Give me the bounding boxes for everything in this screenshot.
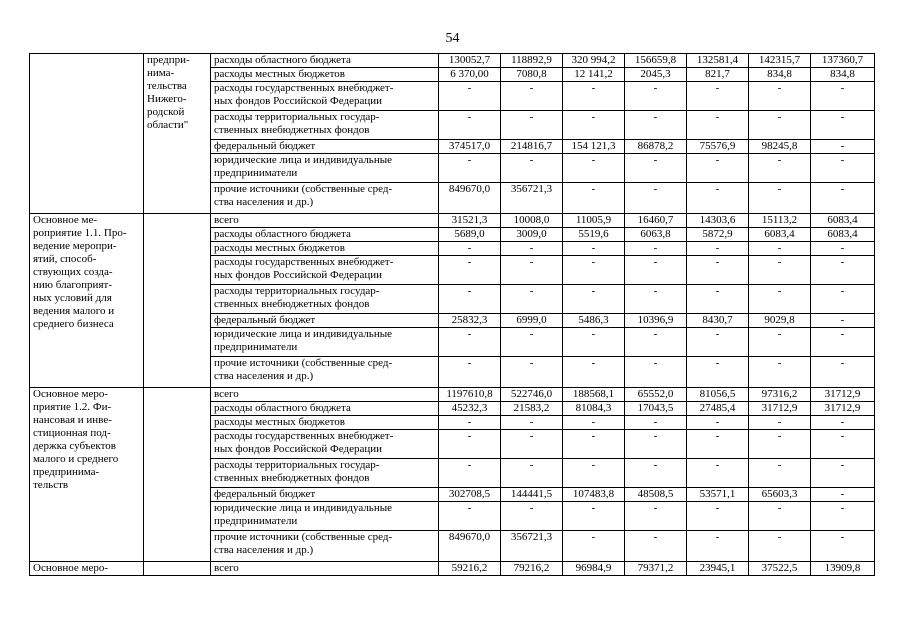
- activity-name-cell: [30, 54, 144, 214]
- funding-source-line: расходы территориальных государ-: [214, 285, 380, 297]
- funding-source-line: ных фондов Российской Федерации: [214, 95, 382, 107]
- value-cell: 6083,4: [811, 214, 875, 228]
- value-cell: 5689,0: [439, 228, 501, 242]
- funding-source-line: предприниматели: [214, 515, 298, 527]
- funding-source-line: ства населения и др.): [214, 544, 314, 556]
- funding-source-cell: [211, 388, 439, 402]
- value-cell: -: [687, 531, 749, 562]
- funding-source-line: расходы государственных внебюджет-: [214, 256, 394, 268]
- table-row: [30, 388, 875, 402]
- funding-source-line: юридические лица и индивидуальные: [214, 154, 392, 166]
- value-cell: -: [811, 82, 875, 111]
- funding-source-line: расходы местных бюджетов: [214, 416, 346, 428]
- value-cell: -: [439, 285, 501, 314]
- activity-name-line: приятие 1.2. Фи-: [33, 401, 112, 413]
- value-cell: -: [687, 183, 749, 214]
- value-cell: -: [749, 459, 811, 488]
- value-cell: -: [439, 242, 501, 256]
- funding-source-cell: [211, 228, 439, 242]
- value-cell: -: [687, 430, 749, 459]
- value-cell: -: [687, 357, 749, 388]
- value-cell: -: [501, 459, 563, 488]
- value-cell: -: [687, 111, 749, 140]
- value-cell: -: [563, 357, 625, 388]
- value-cell: -: [563, 285, 625, 314]
- value-cell: 142315,7: [749, 54, 811, 68]
- value-cell: -: [687, 242, 749, 256]
- value-cell: -: [749, 416, 811, 430]
- value-cell: 2045,3: [625, 68, 687, 82]
- program-name-line: области": [147, 119, 189, 131]
- value-cell: -: [563, 328, 625, 357]
- activity-name-line: тельств: [33, 479, 69, 491]
- value-cell: 75576,9: [687, 140, 749, 154]
- funding-source-line: ных фондов Российской Федерации: [214, 443, 382, 455]
- value-cell: -: [439, 154, 501, 183]
- funding-source-cell: [211, 154, 439, 183]
- value-cell: 214816,7: [501, 140, 563, 154]
- funding-source-line: ства населения и др.): [214, 196, 314, 208]
- value-cell: -: [811, 430, 875, 459]
- value-cell: 6063,8: [625, 228, 687, 242]
- value-cell: 31712,9: [811, 402, 875, 416]
- value-cell: -: [811, 111, 875, 140]
- funding-source-line: прочие источники (собственные сред-: [214, 531, 393, 543]
- value-cell: 59216,2: [439, 562, 501, 576]
- value-cell: -: [439, 256, 501, 285]
- value-cell: -: [439, 357, 501, 388]
- program-name-line: нима-: [147, 67, 175, 79]
- funding-source-cell: [211, 562, 439, 576]
- value-cell: -: [563, 459, 625, 488]
- value-cell: -: [501, 154, 563, 183]
- value-cell: 97316,2: [749, 388, 811, 402]
- table-row: [30, 54, 875, 68]
- value-cell: 6 370,00: [439, 68, 501, 82]
- funding-source-line: юридические лица и индивидуальные: [214, 502, 392, 514]
- value-cell: 137360,7: [811, 54, 875, 68]
- funding-source-line: всего: [214, 214, 239, 226]
- value-cell: -: [811, 357, 875, 388]
- value-cell: -: [439, 416, 501, 430]
- value-cell: -: [687, 285, 749, 314]
- funding-source-line: юридические лица и индивидуальные: [214, 328, 392, 340]
- funding-source-line: прочие источники (собственные сред-: [214, 183, 393, 195]
- program-name-cell: [144, 214, 211, 388]
- value-cell: 107483,8: [563, 488, 625, 502]
- value-cell: 81056,5: [687, 388, 749, 402]
- funding-source-cell: [211, 459, 439, 488]
- funding-source-cell: [211, 111, 439, 140]
- funding-source-cell: [211, 328, 439, 357]
- funding-source-line: ных фондов Российской Федерации: [214, 269, 382, 281]
- value-cell: -: [811, 459, 875, 488]
- value-cell: -: [439, 502, 501, 531]
- value-cell: -: [501, 285, 563, 314]
- value-cell: -: [563, 111, 625, 140]
- value-cell: -: [625, 256, 687, 285]
- funding-source-cell: [211, 214, 439, 228]
- value-cell: 23945,1: [687, 562, 749, 576]
- funding-source-line: предприниматели: [214, 167, 298, 179]
- value-cell: 81084,3: [563, 402, 625, 416]
- value-cell: -: [687, 256, 749, 285]
- funding-source-line: ственных внебюджетных фондов: [214, 298, 370, 310]
- value-cell: 849670,0: [439, 183, 501, 214]
- funding-source-cell: [211, 140, 439, 154]
- value-cell: -: [501, 328, 563, 357]
- budget-table: [29, 53, 875, 576]
- value-cell: 156659,8: [625, 54, 687, 68]
- program-name-line: Нижего-: [147, 93, 187, 105]
- funding-source-line: расходы областного бюджета: [214, 402, 351, 414]
- value-cell: -: [749, 328, 811, 357]
- value-cell: -: [563, 82, 625, 111]
- funding-source-cell: [211, 416, 439, 430]
- value-cell: 86878,2: [625, 140, 687, 154]
- value-cell: 98245,8: [749, 140, 811, 154]
- activity-name-line: ствующих созда-: [33, 266, 113, 278]
- value-cell: -: [749, 111, 811, 140]
- value-cell: 356721,3: [501, 531, 563, 562]
- value-cell: 132581,4: [687, 54, 749, 68]
- funding-source-line: прочие источники (собственные сред-: [214, 357, 393, 369]
- page-number: 54: [445, 31, 460, 46]
- value-cell: 31521,3: [439, 214, 501, 228]
- value-cell: 5872,9: [687, 228, 749, 242]
- value-cell: 79371,2: [625, 562, 687, 576]
- value-cell: -: [625, 154, 687, 183]
- value-cell: 48508,5: [625, 488, 687, 502]
- value-cell: -: [687, 416, 749, 430]
- funding-source-cell: [211, 256, 439, 285]
- value-cell: -: [749, 242, 811, 256]
- value-cell: 1197610,8: [439, 388, 501, 402]
- value-cell: 10396,9: [625, 314, 687, 328]
- value-cell: -: [625, 502, 687, 531]
- activity-name-line: держка субъектов: [33, 440, 116, 452]
- value-cell: 6083,4: [749, 228, 811, 242]
- value-cell: -: [687, 328, 749, 357]
- value-cell: 31712,9: [749, 402, 811, 416]
- value-cell: -: [501, 111, 563, 140]
- value-cell: -: [749, 430, 811, 459]
- value-cell: 25832,3: [439, 314, 501, 328]
- value-cell: 65603,3: [749, 488, 811, 502]
- program-name-line: тельства: [147, 80, 187, 92]
- table-row: [30, 562, 875, 576]
- value-cell: -: [749, 285, 811, 314]
- value-cell: -: [563, 531, 625, 562]
- funding-source-line: всего: [214, 562, 239, 574]
- funding-source-cell: [211, 82, 439, 111]
- funding-source-line: расходы государственных внебюджет-: [214, 430, 394, 442]
- value-cell: 9029,8: [749, 314, 811, 328]
- activity-name-line: ведения малого и: [33, 305, 115, 317]
- value-cell: 12 141,2: [563, 68, 625, 82]
- value-cell: -: [563, 256, 625, 285]
- program-name-cell: [144, 54, 211, 214]
- value-cell: 849670,0: [439, 531, 501, 562]
- value-cell: -: [625, 459, 687, 488]
- value-cell: -: [563, 502, 625, 531]
- value-cell: 5486,3: [563, 314, 625, 328]
- value-cell: 144441,5: [501, 488, 563, 502]
- value-cell: 10008,0: [501, 214, 563, 228]
- value-cell: 11005,9: [563, 214, 625, 228]
- value-cell: -: [687, 459, 749, 488]
- value-cell: 6083,4: [811, 228, 875, 242]
- funding-source-line: расходы областного бюджета: [214, 54, 351, 66]
- value-cell: 834,8: [811, 68, 875, 82]
- value-cell: -: [625, 531, 687, 562]
- value-cell: -: [501, 82, 563, 111]
- value-cell: -: [749, 183, 811, 214]
- value-cell: -: [811, 242, 875, 256]
- value-cell: -: [625, 328, 687, 357]
- activity-name-line: Основное меро-: [33, 562, 109, 574]
- value-cell: 154 121,3: [563, 140, 625, 154]
- value-cell: -: [439, 459, 501, 488]
- funding-source-cell: [211, 402, 439, 416]
- funding-source-line: федеральный бюджет: [214, 314, 316, 326]
- value-cell: 45232,3: [439, 402, 501, 416]
- funding-source-line: федеральный бюджет: [214, 488, 316, 500]
- value-cell: 118892,9: [501, 54, 563, 68]
- value-cell: -: [563, 154, 625, 183]
- value-cell: -: [811, 531, 875, 562]
- program-name-line: родской: [147, 106, 185, 118]
- value-cell: 16460,7: [625, 214, 687, 228]
- value-cell: 5519,6: [563, 228, 625, 242]
- activity-name-line: предпринима-: [33, 466, 100, 478]
- activity-name-cell: [30, 562, 144, 576]
- funding-source-line: ства населения и др.): [214, 370, 314, 382]
- value-cell: 14303,6: [687, 214, 749, 228]
- value-cell: -: [625, 242, 687, 256]
- value-cell: -: [749, 154, 811, 183]
- activity-name-line: среднего бизнеса: [33, 318, 114, 330]
- funding-source-cell: [211, 502, 439, 531]
- value-cell: 27485,4: [687, 402, 749, 416]
- funding-source-line: расходы государственных внебюджет-: [214, 82, 394, 94]
- value-cell: 130052,7: [439, 54, 501, 68]
- value-cell: -: [749, 531, 811, 562]
- value-cell: 522746,0: [501, 388, 563, 402]
- value-cell: -: [625, 416, 687, 430]
- activity-name-cell: [30, 388, 144, 562]
- value-cell: -: [563, 416, 625, 430]
- funding-source-cell: [211, 314, 439, 328]
- funding-source-cell: [211, 285, 439, 314]
- funding-source-line: расходы территориальных государ-: [214, 111, 380, 123]
- value-cell: 37522,5: [749, 562, 811, 576]
- value-cell: 13909,8: [811, 562, 875, 576]
- funding-source-cell: [211, 183, 439, 214]
- funding-source-cell: [211, 357, 439, 388]
- value-cell: 821,7: [687, 68, 749, 82]
- value-cell: -: [811, 285, 875, 314]
- value-cell: -: [439, 328, 501, 357]
- activity-name-line: нансовая и инве-: [33, 414, 112, 426]
- funding-source-line: расходы местных бюджетов: [214, 242, 346, 254]
- value-cell: -: [811, 183, 875, 214]
- value-cell: 96984,9: [563, 562, 625, 576]
- value-cell: -: [625, 183, 687, 214]
- value-cell: -: [625, 111, 687, 140]
- funding-source-cell: [211, 430, 439, 459]
- activity-name-line: ятий, способ-: [33, 253, 97, 265]
- value-cell: -: [811, 140, 875, 154]
- value-cell: -: [811, 154, 875, 183]
- value-cell: -: [749, 502, 811, 531]
- value-cell: 17043,5: [625, 402, 687, 416]
- value-cell: -: [625, 82, 687, 111]
- value-cell: -: [563, 183, 625, 214]
- value-cell: 31712,9: [811, 388, 875, 402]
- funding-source-cell: [211, 242, 439, 256]
- value-cell: 320 994,2: [563, 54, 625, 68]
- value-cell: 302708,5: [439, 488, 501, 502]
- value-cell: 21583,2: [501, 402, 563, 416]
- value-cell: -: [811, 416, 875, 430]
- funding-source-line: всего: [214, 388, 239, 400]
- table-row: [30, 214, 875, 228]
- value-cell: -: [811, 256, 875, 285]
- value-cell: 8430,7: [687, 314, 749, 328]
- value-cell: -: [687, 502, 749, 531]
- value-cell: -: [749, 256, 811, 285]
- value-cell: -: [439, 82, 501, 111]
- value-cell: -: [811, 314, 875, 328]
- value-cell: -: [749, 82, 811, 111]
- program-name-cell: [144, 388, 211, 562]
- activity-name-line: нию благоприят-: [33, 279, 112, 291]
- value-cell: -: [563, 430, 625, 459]
- value-cell: 65552,0: [625, 388, 687, 402]
- value-cell: 374517,0: [439, 140, 501, 154]
- value-cell: -: [625, 285, 687, 314]
- funding-source-cell: [211, 68, 439, 82]
- value-cell: -: [687, 154, 749, 183]
- program-name-cell: [144, 562, 211, 576]
- program-name-line: предпри-: [147, 54, 190, 66]
- funding-source-line: предприниматели: [214, 341, 298, 353]
- budget-table-body: [30, 54, 875, 576]
- value-cell: -: [501, 256, 563, 285]
- value-cell: -: [625, 430, 687, 459]
- value-cell: -: [563, 242, 625, 256]
- funding-source-line: ственных внебюджетных фондов: [214, 124, 370, 136]
- activity-name-line: стиционная под-: [33, 427, 111, 439]
- value-cell: 356721,3: [501, 183, 563, 214]
- value-cell: 53571,1: [687, 488, 749, 502]
- value-cell: -: [811, 488, 875, 502]
- activity-name-line: Основное ме-: [33, 214, 98, 226]
- activity-name-cell: [30, 214, 144, 388]
- funding-source-line: расходы территориальных государ-: [214, 459, 380, 471]
- funding-source-cell: [211, 54, 439, 68]
- funding-source-line: ственных внебюджетных фондов: [214, 472, 370, 484]
- funding-source-line: расходы местных бюджетов: [214, 68, 346, 80]
- value-cell: 6999,0: [501, 314, 563, 328]
- value-cell: -: [749, 357, 811, 388]
- activity-name-line: ных условий для: [33, 292, 112, 304]
- value-cell: -: [501, 502, 563, 531]
- value-cell: 7080,8: [501, 68, 563, 82]
- value-cell: -: [687, 82, 749, 111]
- funding-source-line: федеральный бюджет: [214, 140, 316, 152]
- value-cell: 188568,1: [563, 388, 625, 402]
- activity-name-line: роприятие 1.1. Про-: [33, 227, 127, 239]
- value-cell: -: [501, 430, 563, 459]
- value-cell: -: [501, 357, 563, 388]
- value-cell: -: [439, 430, 501, 459]
- value-cell: -: [501, 416, 563, 430]
- value-cell: 79216,2: [501, 562, 563, 576]
- value-cell: 3009,0: [501, 228, 563, 242]
- activity-name-line: Основное меро-: [33, 388, 109, 400]
- funding-source-line: расходы областного бюджета: [214, 228, 351, 240]
- activity-name-line: ведение меропри-: [33, 240, 117, 252]
- value-cell: 834,8: [749, 68, 811, 82]
- funding-source-cell: [211, 531, 439, 562]
- value-cell: -: [811, 328, 875, 357]
- value-cell: -: [625, 357, 687, 388]
- value-cell: 15113,2: [749, 214, 811, 228]
- value-cell: -: [439, 111, 501, 140]
- value-cell: -: [501, 242, 563, 256]
- funding-source-cell: [211, 488, 439, 502]
- activity-name-line: малого и среднего: [33, 453, 119, 465]
- value-cell: -: [811, 502, 875, 531]
